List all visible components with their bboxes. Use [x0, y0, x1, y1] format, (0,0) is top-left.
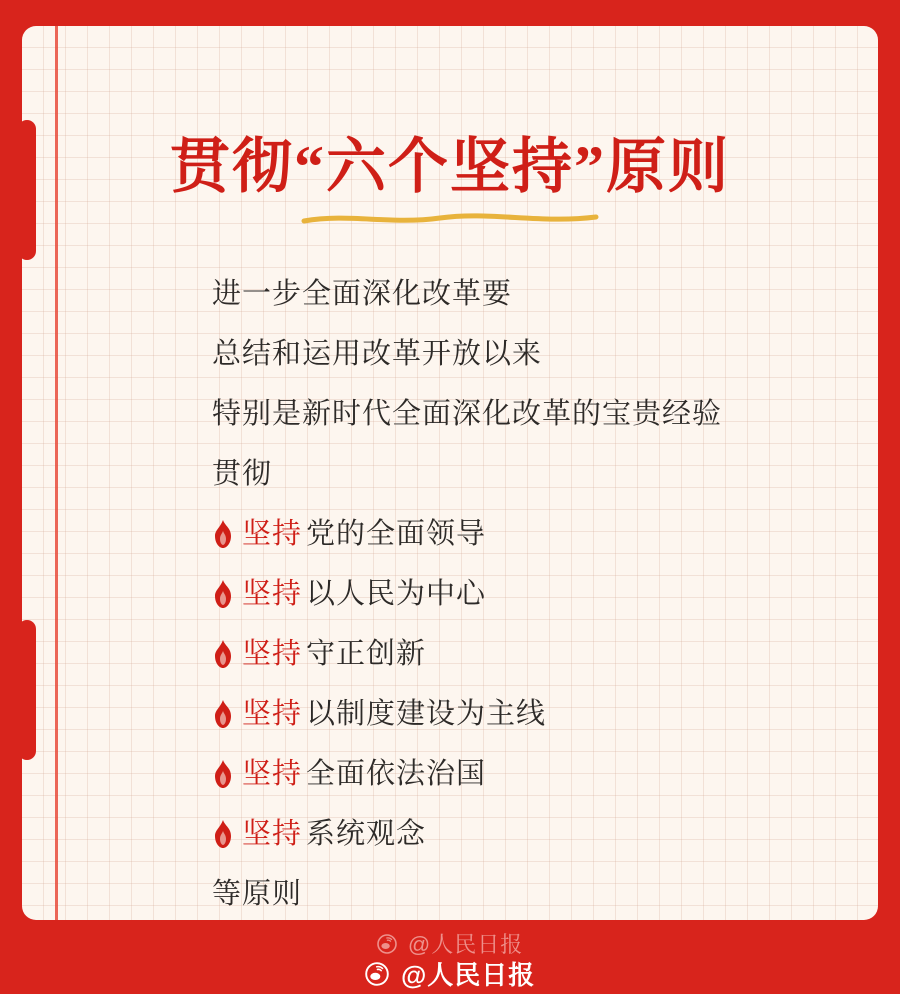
- list-item-keyword: 坚持: [242, 818, 303, 850]
- list-item: [212, 804, 832, 864]
- intro-line: 贯彻: [212, 458, 273, 490]
- list-item-keyword: 坚持: [242, 698, 303, 730]
- flame-icon: [212, 699, 234, 729]
- list-item-keyword: 坚持: [242, 758, 303, 790]
- list-item-keyword: 坚持: [242, 638, 303, 670]
- list-item-keyword: 坚持: [242, 578, 303, 610]
- list-item-keyword: 坚持: [242, 518, 303, 550]
- watermark-bottom: [0, 955, 900, 993]
- page-title: 贯彻“六个坚持”原则: [170, 134, 730, 200]
- flame-icon: [212, 639, 234, 669]
- list-item: [212, 564, 832, 624]
- flame-icon: [212, 579, 234, 609]
- list-item-text: 以制度建设为主线: [306, 698, 547, 730]
- note-card: [22, 26, 878, 920]
- watermark-top-text: @人民日报: [407, 932, 524, 957]
- binder-tab-bottom: [18, 620, 36, 760]
- title-block: [22, 134, 878, 226]
- closing-line: 等原则: [212, 878, 303, 910]
- list-item-text: 系统观念: [306, 818, 427, 850]
- list-item: [212, 504, 832, 564]
- list-item-text: 以人民为中心: [306, 578, 487, 610]
- list-item-text: 全面依法治国: [306, 758, 487, 790]
- list-item: [212, 624, 832, 684]
- flame-icon: [212, 519, 234, 549]
- flame-icon: [212, 759, 234, 789]
- intro-line: 总结和运用改革开放以来: [212, 338, 543, 370]
- body-text: [212, 264, 832, 920]
- list-item-text: 党的全面领导: [306, 518, 487, 550]
- watermark-bottom-text: @人民日报: [400, 960, 536, 990]
- flame-icon: [212, 819, 234, 849]
- intro-line: 进一步全面深化改革要: [212, 278, 513, 310]
- list-item: [212, 744, 832, 804]
- list-item-text: 守正创新: [306, 638, 427, 670]
- binder-tab-top: [18, 120, 36, 260]
- intro-line: 特别是新时代全面深化改革的宝贵经验: [212, 398, 723, 430]
- weibo-icon: [365, 962, 389, 993]
- list-item: [212, 684, 832, 744]
- title-underline-icon: [300, 212, 600, 226]
